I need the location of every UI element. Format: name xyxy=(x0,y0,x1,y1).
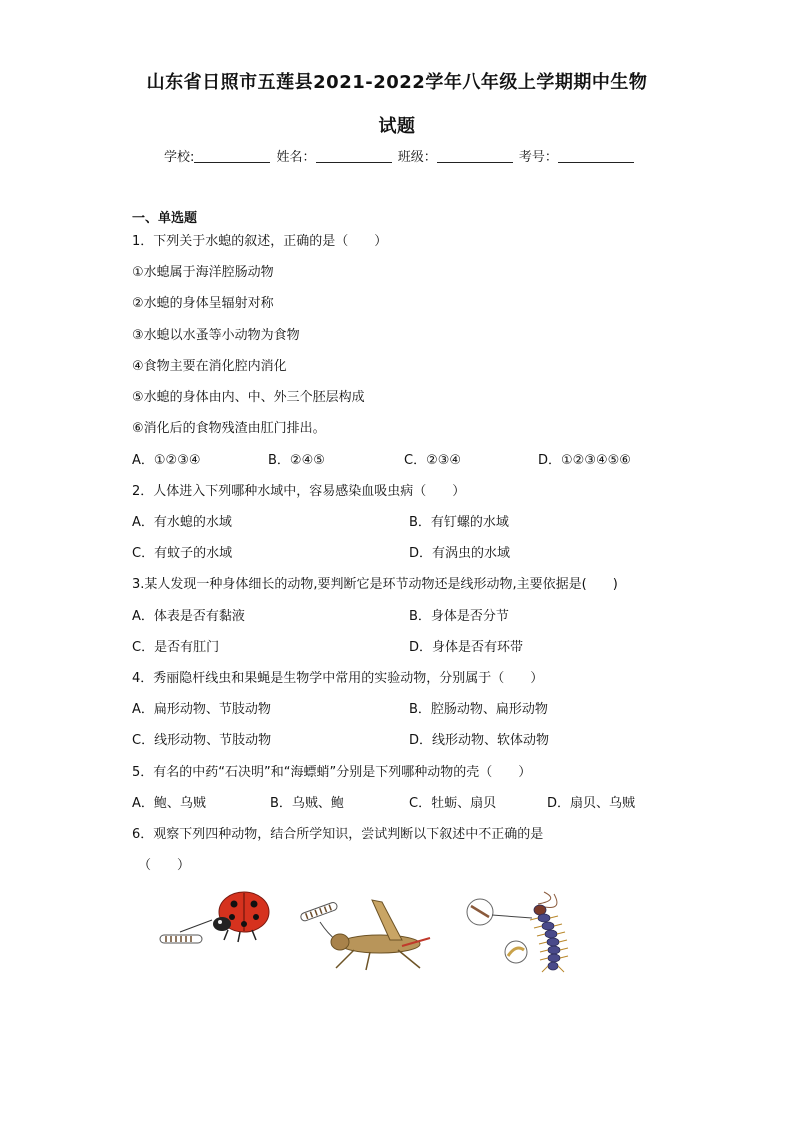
q1-option-c[interactable]: C．②③④ xyxy=(404,453,462,468)
name-label: 姓名： xyxy=(276,150,316,165)
q6-animals-figure xyxy=(140,882,600,982)
q1-statement-4: ④食物主要在消化腔内消化 xyxy=(132,359,287,374)
q3-option-c[interactable]: C．是否有肛门 xyxy=(132,640,220,655)
q5-option-a[interactable]: A．鲍、乌贼 xyxy=(132,796,206,811)
school-label: 学校: xyxy=(164,150,195,165)
ladybug-image xyxy=(160,892,269,943)
q6-stem: 6．观察下列四种动物，结合所学知识，尝试判断以下叙述中不正确的是 xyxy=(132,827,544,842)
q3-option-d[interactable]: D．身体是否有环带 xyxy=(409,640,524,655)
q2-option-d[interactable]: D．有涡虫的水域 xyxy=(409,546,511,561)
q5-option-b[interactable]: B．乌贼、鲍 xyxy=(270,796,344,811)
q4-option-a[interactable]: A．扁形动物、节肢动物 xyxy=(132,702,271,717)
q4-option-c[interactable]: C．线形动物、节肢动物 xyxy=(132,733,272,748)
centipede-image xyxy=(467,892,568,972)
q3-stem: 3.某人发现一种身体细长的动物,要判断它是环节动物还是线形动物,主要依据是( ) xyxy=(132,577,618,592)
q2-stem: 2．人体进入下列哪种水域中，容易感染血吸虫病（ ） xyxy=(132,484,466,499)
student-info-row xyxy=(164,146,636,165)
page-title-continued: 试题 xyxy=(378,116,416,137)
name-blank[interactable] xyxy=(316,150,392,163)
q4-stem: 4．秀丽隐杆线虫和果蝇是生物学中常用的实验动物，分别属于（ ） xyxy=(132,671,544,686)
q2-option-b[interactable]: B．有钉螺的水域 xyxy=(409,515,509,530)
q5-option-d[interactable]: D．扇贝、乌贼 xyxy=(547,796,636,811)
q1-statement-3: ③水螅以水蚤等小动物为食物 xyxy=(132,328,300,343)
q1-statement-2: ②水螅的身体呈辐射对称 xyxy=(132,296,274,311)
q2-option-a[interactable]: A．有水螅的水域 xyxy=(132,515,232,530)
q1-statement-6: ⑥消化后的食物残渣由肛门排出。 xyxy=(132,421,326,436)
q3-option-b[interactable]: B．身体是否分节 xyxy=(409,609,509,624)
q4-option-d[interactable]: D．线形动物、软体动物 xyxy=(409,733,550,748)
class-label: 班级： xyxy=(397,150,437,165)
q2-option-c[interactable]: C．有蚊子的水域 xyxy=(132,546,233,561)
q4-option-b[interactable]: B．腔肠动物、扁形动物 xyxy=(409,702,548,717)
q1-option-b[interactable]: B．②④⑤ xyxy=(268,453,325,468)
number-label: 考号： xyxy=(518,150,558,165)
q5-stem: 5．有名的中药“石决明”和“海螵蛸”分别是下列哪种动物的壳（ ） xyxy=(132,765,532,780)
section-heading: 一、单选题 xyxy=(132,211,198,226)
q1-option-a[interactable]: A．①②③④ xyxy=(132,453,201,468)
q1-stem: 1．下列关于水螅的叙述，正确的是（ ） xyxy=(132,234,388,249)
q6-answer-paren: （ ） xyxy=(138,858,191,873)
q1-statement-5: ⑤水螅的身体由内、中、外三个胚层构成 xyxy=(132,390,365,405)
q1-option-d[interactable]: D．①②③④⑤⑥ xyxy=(538,453,631,468)
grasshopper-image xyxy=(300,900,430,970)
number-blank[interactable] xyxy=(558,150,634,163)
q3-option-a[interactable]: A．体表是否有黏液 xyxy=(132,609,245,624)
q1-statement-1: ①水螅属于海洋腔肠动物 xyxy=(132,265,274,280)
school-blank[interactable] xyxy=(194,150,270,163)
page-title: 山东省日照市五莲县2021-2022学年八年级上学期期中生物 xyxy=(146,72,648,93)
class-blank[interactable] xyxy=(437,150,513,163)
q5-option-c[interactable]: C．牡蛎、扇贝 xyxy=(409,796,497,811)
